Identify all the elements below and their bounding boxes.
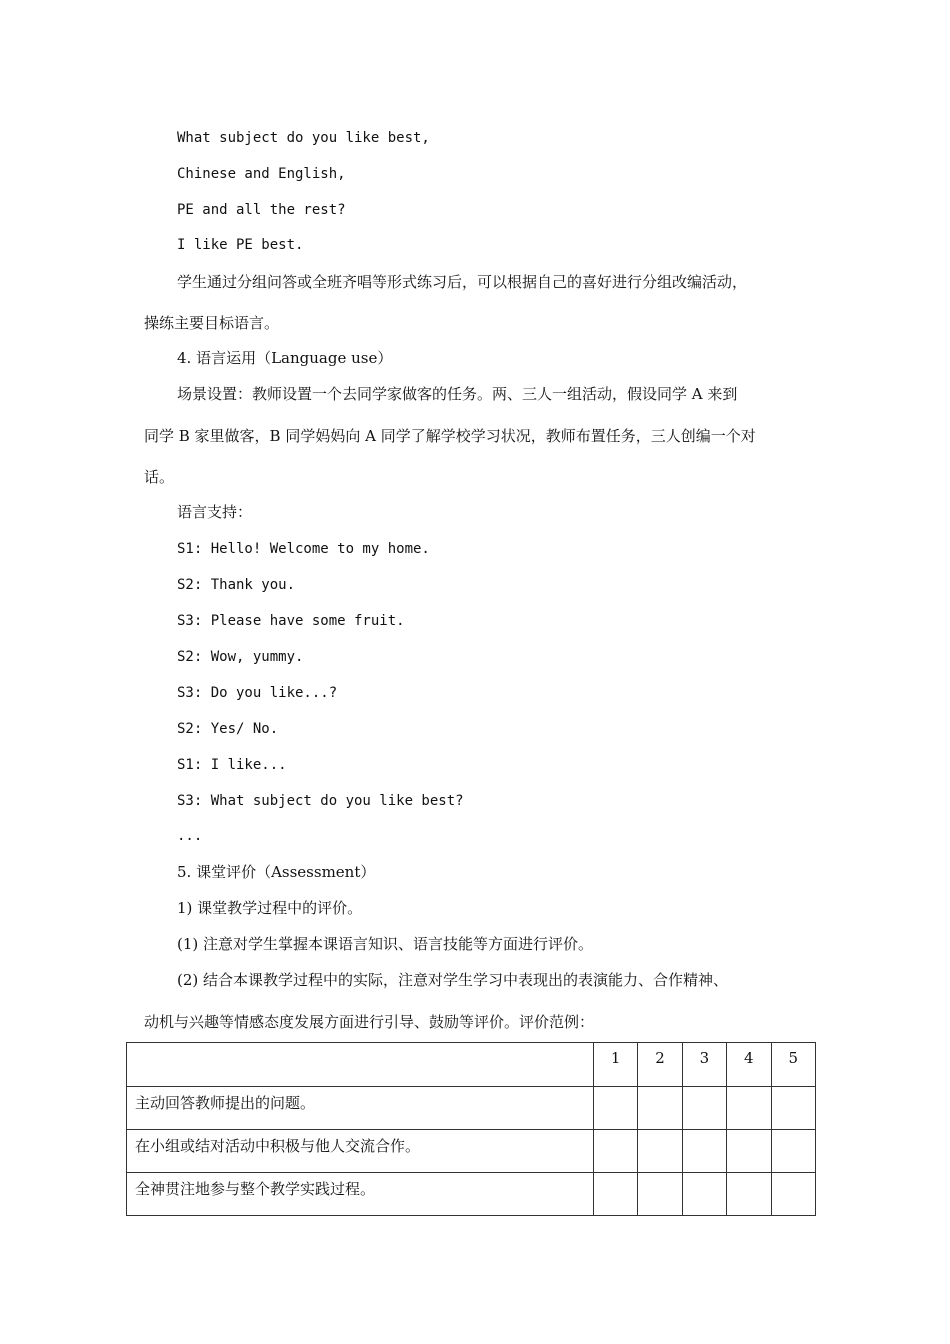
dialogue-line: S2: Yes/ No. [177, 721, 279, 737]
score-cell [727, 1087, 771, 1130]
score-cell [771, 1130, 815, 1173]
song-line-4: I like PE best. [177, 237, 304, 253]
table-row [127, 1087, 816, 1130]
song-line-1: What subject do you like best, [177, 130, 430, 146]
table-header-row [127, 1043, 816, 1087]
score-cell [638, 1173, 682, 1216]
score-header-1: 1 [593, 1043, 637, 1087]
dialogue-line: S1: I like... [177, 757, 287, 773]
criterion-cell: 全神贯注地参与整个教学实践过程。 [127, 1173, 594, 1216]
table-header-blank-cell [127, 1043, 594, 1087]
score-cell [638, 1087, 682, 1130]
score-header-2: 2 [638, 1043, 682, 1087]
section-4-heading: 4. 语言运用（Language use） [177, 349, 393, 367]
table-row [127, 1173, 816, 1216]
score-cell [771, 1087, 815, 1130]
dialogue-line: S3: What subject do you like best? [177, 793, 464, 809]
score-header-4: 4 [727, 1043, 771, 1087]
score-header-5: 5 [771, 1043, 815, 1087]
score-cell [593, 1130, 637, 1173]
scene-line-1: 场景设置：教师设置一个去同学家做客的任务。两、三人一组活动，假设同学 A 来到 [177, 385, 738, 403]
criterion-cell: 主动回答教师提出的问题。 [127, 1087, 594, 1130]
scene-line-2: 同学 B 家里做客，B 同学妈妈向 A 同学了解学校学习状况，教师布置任务，三人创编一个对 [144, 427, 756, 445]
dialogue-line: S3: Please have some fruit. [177, 613, 405, 629]
score-cell [682, 1130, 726, 1173]
score-cell [593, 1173, 637, 1216]
evaluation-table [126, 1042, 816, 1216]
dialogue-line: S1: Hello! Welcome to my home. [177, 541, 430, 557]
score-cell [727, 1173, 771, 1216]
score-cell [682, 1087, 726, 1130]
song-line-3: PE and all the rest? [177, 202, 346, 218]
dialogue-ellipsis: ... [177, 828, 203, 844]
practice-paragraph-line-1: 学生通过分组问答或全班齐唱等形式练习后，可以根据自己的喜好进行分组改编活动， [177, 273, 748, 291]
song-line-2: Chinese and English, [177, 166, 346, 182]
score-header-3: 3 [682, 1043, 726, 1087]
language-support-label: 语言支持： [177, 503, 253, 521]
dialogue-line: S2: Wow, yummy. [177, 649, 304, 665]
assessment-item-2-line-2: 动机与兴趣等情感态度发展方面进行引导、鼓励等评价。评价范例： [144, 1013, 595, 1031]
criterion-cell: 在小组或结对活动中积极与他人交流合作。 [127, 1130, 594, 1173]
score-cell [638, 1130, 682, 1173]
section-5-heading: 5. 课堂评价（Assessment） [177, 863, 376, 881]
score-cell [771, 1173, 815, 1216]
assessment-item-1: (1) 注意对学生掌握本课语言知识、语言技能等方面进行评价。 [177, 935, 594, 953]
assessment-sub-1: 1) 课堂教学过程中的评价。 [177, 899, 363, 917]
score-cell [682, 1173, 726, 1216]
dialogue-line: S2: Thank you. [177, 577, 296, 593]
practice-paragraph-line-2: 操练主要目标语言。 [144, 314, 280, 332]
table-row [127, 1130, 816, 1173]
assessment-item-2-line-1: (2) 结合本课教学过程中的实际，注意对学生学习中表现出的表演能力、合作精神、 [177, 971, 729, 989]
scene-line-3: 话。 [144, 468, 175, 486]
score-cell [593, 1087, 637, 1130]
dialogue-line: S3: Do you like...? [177, 685, 338, 701]
score-cell [727, 1130, 771, 1173]
